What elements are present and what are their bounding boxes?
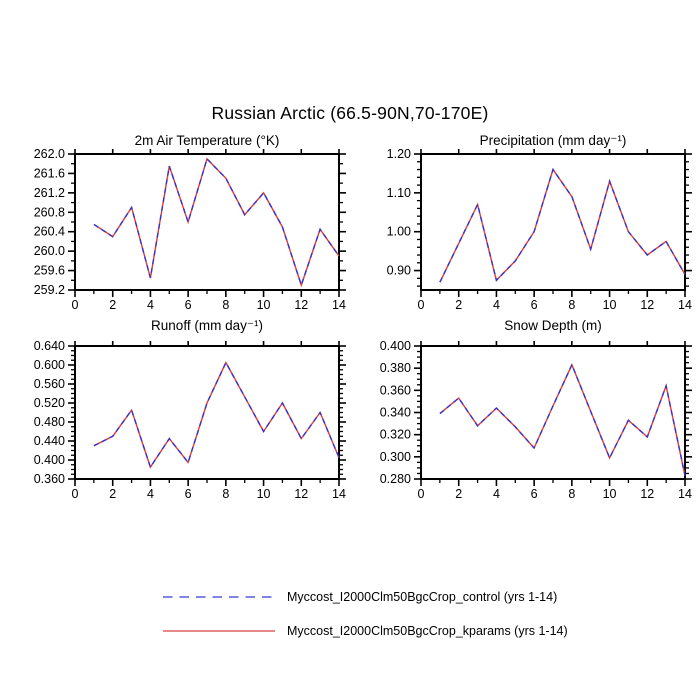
series-line-kparams [94,159,339,285]
x-tick-label: 4 [146,487,154,501]
y-tick-label: 0.280 [379,472,411,486]
x-tick-label: 8 [568,487,576,501]
chart-title-runoff: Runoff (mm day⁻¹) [151,318,263,333]
legend-solid-line-sample [161,625,277,637]
y-tick-label: 0.400 [33,453,65,467]
legend-row-control [161,588,568,606]
x-tick-label: 6 [184,298,192,312]
chart-3 [380,339,692,501]
y-tick-label: 0.520 [33,396,65,410]
y-tick-label: 259.6 [33,263,65,278]
series-line-kparams [94,363,339,468]
x-tick-label: 2 [109,487,117,501]
y-tick-label: 1.20 [386,147,411,161]
chart-2 [34,339,346,501]
x-tick-label: 0 [417,487,425,501]
y-tick-label: 0.360 [33,472,65,486]
y-tick-label: 0.400 [379,339,411,353]
series-line-control [94,159,339,285]
x-tick-label: 6 [530,487,538,501]
legend-label-control: Myccost_I2000Clm50BgcCrop_control (yrs 1-14) [287,590,558,604]
x-tick-label: 6 [184,487,192,501]
series-line-kparams [440,365,685,476]
x-tick-label: 8 [568,298,576,312]
y-tick-label: 0.90 [386,263,411,278]
figure-title: Russian Arctic (66.5-90N,70-170E) [211,103,489,123]
y-tick-label: 0.320 [379,427,411,442]
chart-title-precipitation: Precipitation (mm day⁻¹) [479,133,627,148]
y-tick-label: 0.560 [33,377,65,391]
y-tick-label: 262.0 [33,147,65,161]
y-tick-label: 1.00 [386,224,411,239]
y-tick-label: 0.640 [33,339,65,353]
legend [161,588,568,656]
series-line-control [440,170,685,283]
y-tick-label: 260.4 [33,224,65,239]
x-tick-label: 10 [602,298,617,312]
series-line-control [440,365,685,476]
x-tick-label: 4 [492,487,500,501]
y-tick-label: 259.2 [33,283,65,297]
x-tick-label: 12 [640,487,655,501]
x-tick-label: 14 [678,487,692,501]
chart-title-snow-depth: Snow Depth (m) [504,318,602,333]
chart-0 [34,147,346,312]
legend-dashed-line-sample [161,591,277,603]
chart-1 [387,147,692,312]
x-tick-label: 4 [146,298,154,312]
y-tick-label: 260.8 [33,205,65,220]
legend-label-kparams: Myccost_I2000Clm50BgcCrop_kparams (yrs 1-14) [287,624,568,638]
x-tick-label: 2 [109,298,117,312]
y-tick-label: 1.10 [386,185,411,200]
x-tick-label: 14 [332,487,346,501]
y-tick-label: 261.6 [33,166,65,181]
x-tick-label: 14 [332,298,346,312]
x-tick-label: 10 [602,487,617,501]
chart-title-air-temperature: 2m Air Temperature (°K) [134,133,280,148]
x-tick-label: 8 [222,487,230,501]
y-tick-label: 0.360 [379,383,411,398]
series-line-control [94,363,339,468]
series-line-kparams [440,170,685,283]
x-tick-label: 2 [455,487,463,501]
y-tick-label: 0.340 [379,405,411,420]
x-tick-label: 12 [294,487,309,501]
y-tick-label: 0.600 [33,358,65,372]
y-tick-label: 0.480 [33,415,65,429]
x-tick-label: 12 [294,298,309,312]
y-tick-label: 0.440 [33,434,65,448]
x-tick-label: 14 [678,298,692,312]
y-tick-label: 260.0 [33,244,65,259]
x-tick-label: 2 [455,298,463,312]
x-tick-label: 8 [222,298,230,312]
x-tick-label: 12 [640,298,655,312]
x-tick-label: 10 [256,298,271,312]
y-tick-label: 261.2 [33,185,65,200]
legend-row-kparams [161,622,568,640]
x-tick-label: 10 [256,487,271,501]
y-tick-label: 0.300 [379,449,411,464]
x-tick-label: 0 [71,487,79,501]
x-tick-label: 0 [417,298,425,312]
x-tick-label: 6 [530,298,538,312]
x-tick-label: 4 [492,298,500,312]
x-tick-label: 0 [71,298,79,312]
y-tick-label: 0.380 [379,361,411,376]
